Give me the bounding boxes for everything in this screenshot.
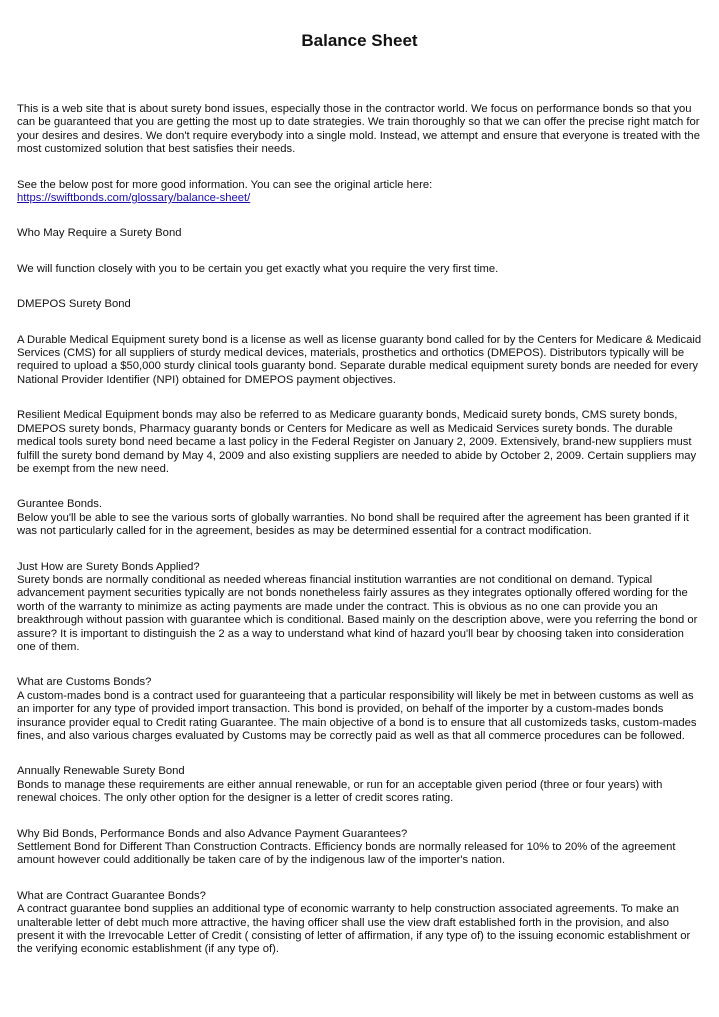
- page-title: Balance Sheet: [301, 31, 418, 50]
- annual-heading: Annually Renewable Surety Bond: [17, 765, 185, 778]
- see-below-text: See the below post for more good information. You can see the original article here:: [17, 178, 433, 191]
- contract-heading: What are Contract Guarantee Bonds?: [17, 889, 206, 902]
- bid-section: [17, 828, 703, 868]
- who-body: We will function closely with you to be certain you get exactly what you require the very first time.: [17, 262, 499, 275]
- source-link[interactable]: https://swiftbonds.com/glossary/balance-sheet/: [17, 192, 251, 205]
- intro-paragraph: This is a web site that is about surety bond issues, especially those in the contractor world. We focus on performance bonds so that you can be guaranteed that you are getting the most up to date strategies. We train thoroughly so that we can offer the precise right match for your desires and desires. We don't require everybody into a single mold. Instead, we attempt and ensure that everyone is treated with the most customized solution that best satisfies their needs.: [17, 103, 700, 156]
- customs-body: A custom-mades bond is a contract used for guaranteeing that a particular responsibility will likely be met in between customs as well as an importer for any type of provided import transaction. This bond is provided, on behalf of the importer by a custom-mades bonds insurance provider equal to Credit rating Guarantee. The main objective of a bond is to ensure that all customizeds tasks, custom-mades fines, and also various charges evaluated by Customs may be correctly paid as well as that all commerce procedures can be followed.: [17, 689, 697, 742]
- gurantee-heading: Gurantee Bonds.: [17, 498, 103, 511]
- bid-body: Settlement Bond for Different Than Construction Contracts. Efficiency bonds are normally released for 10% to 20% of the agreement amount however could additionally be taken care of by the indigenous law of the importer's nation.: [17, 841, 676, 867]
- dmepos-heading: DMEPOS Surety Bond: [17, 298, 131, 311]
- source-block: [17, 179, 703, 206]
- dmepos-body: A Durable Medical Equipment surety bond is a license as well as license guaranty bond called for by the Centers for Medicare & Medicaid Services (CMS) for all suppliers of sturdy medical devices, materials, prosthetics and orthotics (DMEPOS). Distributors typically will be required to upload a $50,000 sturdy clinical tools guaranty bond. Separate durable medical equipment surety bonds are needed for every National Provider Identifier (NPI) obtained for DMEPOS payment objectives.: [17, 333, 702, 386]
- gurantee-body: Below you'll be able to see the various sorts of globally warranties. No bond shall be required after the agreement has been granted if it was not particularly called for in the agreement, besides as may be determined essential for a contract modification.: [17, 511, 689, 538]
- applied-body: Surety bonds are normally conditional as needed whereas financial institution warranties are not conditional on demand. Typical advancement payment securities typically are not bonds nonetheless fairly assures as they integrates optionally offered wording for the worth of the warranty to minimize as acting payments are made under the contract. This is obvious as no one can provide you an breakthrough without passion with guarantee which is conditional. Based mainly on the description above, were you referring the bond or assure? It is important to distinguish the 2 as a way to understand what kind of hazard you'll bear by choosing taken into consideration one of them.: [17, 573, 698, 653]
- gurantee-section: [17, 498, 703, 538]
- contract-body: A contract guarantee bond supplies an additional type of economic warranty to help construction associated agreements. To make an unalterable letter of debt much more attractive, the having officer shall use the view draft established forth in the provision, and also present it with the Irrevocable Letter of Credit ( consisting of letter of affirmation, if any type of) to the issuing economic establishment or the verifying economic establishment (if any type of).: [17, 903, 691, 956]
- document-body: [17, 103, 703, 957]
- annual-section: [17, 765, 703, 805]
- annual-body: Bonds to manage these requirements are either annual renewable, or run for an acceptable given period (three or four years) with renewal choices. The only other option for the designer is a letter of credit scores rating.: [17, 778, 663, 805]
- bid-heading: Why Bid Bonds, Performance Bonds and also Advance Payment Guarantees?: [17, 827, 408, 840]
- customs-section: [17, 676, 703, 743]
- contract-section: [17, 890, 703, 957]
- who-heading: Who May Require a Surety Bond: [17, 227, 182, 240]
- customs-heading: What are Customs Bonds?: [17, 676, 152, 689]
- applied-section: [17, 561, 703, 655]
- resilient-body: Resilient Medical Equipment bonds may also be referred to as Medicare guaranty bonds, Medicaid surety bonds, CMS surety bonds, DMEPOS surety bonds, Pharmacy guaranty bonds or Centers for Medicare as well as Medicaid Services surety bonds. The durable medical tools surety bond need became a last policy in the Federal Register on January 2, 2009. Extensively, brand-new suppliers must fulfill the surety bond demand by May 4, 2009 and also existing suppliers are needed to abide by October 2, 2009. Certain suppliers may be exempt from the new need.: [17, 409, 697, 475]
- applied-heading: Just How are Surety Bonds Applied?: [17, 560, 200, 573]
